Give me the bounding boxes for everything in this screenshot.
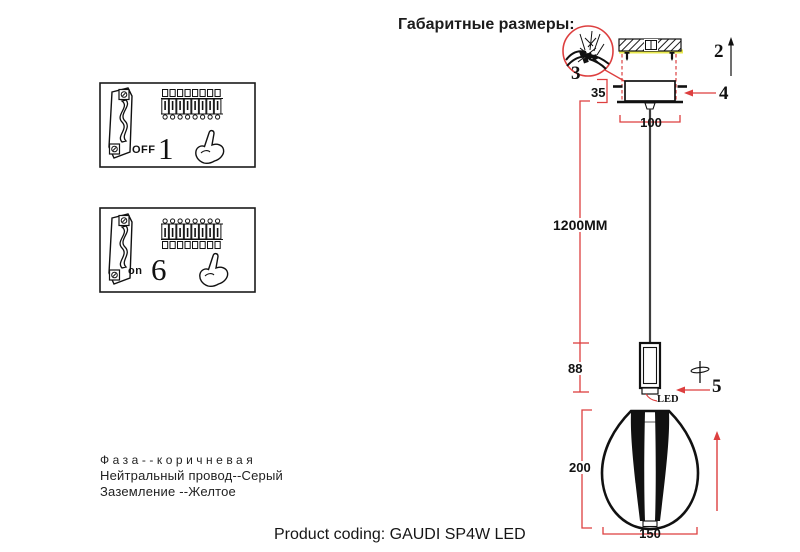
callout-2: 2 (714, 41, 724, 62)
driver-callout-arrow (676, 387, 710, 394)
callout-3: 3 (571, 63, 581, 84)
page-title: Габаритные размеры: (398, 16, 575, 33)
dim-driver-height: 88 (568, 361, 583, 376)
switch-state-off: OFF (132, 144, 156, 156)
dim-canopy-width: 100 (640, 115, 662, 130)
screw-icon (691, 361, 709, 383)
step-number-6: 6 (151, 252, 167, 287)
glass-shade (602, 411, 698, 529)
dim-line-1200-88 (573, 101, 590, 392)
product-coding: Product coding: GAUDI SP4W LED (274, 526, 526, 543)
led-driver (640, 343, 660, 401)
dim-canopy-height: 35 (591, 85, 606, 100)
callout-4: 4 (719, 83, 729, 104)
switch-state-on: on (128, 265, 143, 277)
wiring-legend (100, 453, 283, 499)
step-box-1 (100, 83, 255, 167)
ceiling-slab (619, 39, 683, 52)
step-number-1: 1 (158, 131, 174, 166)
dim-shade-height: 200 (569, 460, 591, 475)
dim-shade-width: 150 (639, 526, 661, 541)
callout-5: 5 (712, 376, 722, 397)
shade-up-arrow (714, 431, 721, 511)
led-label: LED (657, 394, 679, 405)
ceiling-thickness-arrow (728, 37, 734, 76)
legend-phase: Фаза--коричневая (100, 453, 257, 467)
legend-neutral: Нейтральный провод--Серый (100, 468, 283, 483)
canopy-callout-arrow (684, 90, 716, 97)
dim-suspension-length: 1200MM (553, 217, 608, 233)
legend-ground: Заземление --Желтое (100, 483, 236, 499)
wall-switch-off-drawing (109, 88, 132, 158)
step-box-2 (100, 208, 255, 292)
